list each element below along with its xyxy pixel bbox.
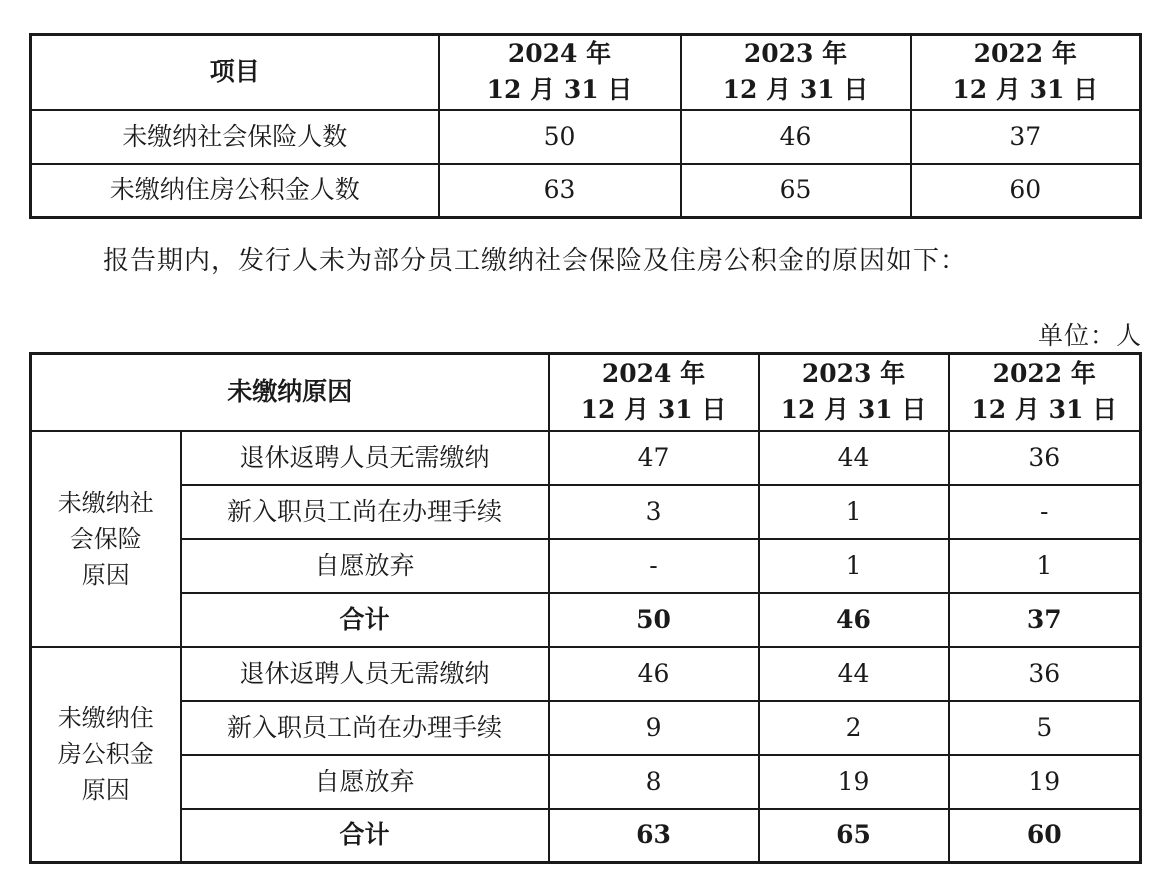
table-row bbox=[31, 539, 1141, 593]
cell-value: 3 bbox=[549, 485, 759, 539]
table-row bbox=[31, 701, 1141, 755]
header-year-2024: 2024 年 12 月 31 日 bbox=[549, 354, 759, 431]
table-row bbox=[31, 485, 1141, 539]
cell-value: 8 bbox=[549, 755, 759, 809]
total-row bbox=[31, 593, 1141, 647]
row-label: 新入职员工尚在办理手续 bbox=[181, 485, 549, 539]
header-year-2023: 2023 年 12 月 31 日 bbox=[759, 354, 949, 431]
cell-value: - bbox=[949, 485, 1141, 539]
table-row bbox=[31, 110, 1141, 164]
total-label: 合计 bbox=[181, 809, 549, 863]
table-row bbox=[31, 647, 1141, 701]
total-value: 63 bbox=[549, 809, 759, 863]
unit-label: 单位：人 bbox=[1037, 321, 1142, 350]
cell-value: 46 bbox=[681, 110, 911, 164]
row-label: 退休返聘人员无需缴纳 bbox=[181, 647, 549, 701]
cell-value: 19 bbox=[949, 755, 1141, 809]
row-label: 退休返聘人员无需缴纳 bbox=[181, 431, 549, 485]
header-item: 项目 bbox=[31, 35, 439, 110]
cell-value: 19 bbox=[759, 755, 949, 809]
cell-value: 5 bbox=[949, 701, 1141, 755]
cell-value: 1 bbox=[759, 485, 949, 539]
header-year-2024: 2024 年 12 月 31 日 bbox=[439, 35, 681, 110]
header-reason: 未缴纳原因 bbox=[31, 354, 549, 431]
cell-value: 44 bbox=[759, 647, 949, 701]
total-row bbox=[31, 809, 1141, 863]
row-label: 自愿放弃 bbox=[181, 539, 549, 593]
total-value: 50 bbox=[549, 593, 759, 647]
reasons-table bbox=[29, 352, 1142, 864]
header-year-2022: 2022 年 12 月 31 日 bbox=[911, 35, 1141, 110]
row-label: 未缴纳住房公积金人数 bbox=[31, 164, 439, 218]
total-value: 65 bbox=[759, 809, 949, 863]
cell-value: 2 bbox=[759, 701, 949, 755]
cell-value: 1 bbox=[759, 539, 949, 593]
category-housing-fund: 未缴纳住 房公积金 原因 bbox=[31, 647, 181, 863]
cell-value: 65 bbox=[681, 164, 911, 218]
table-header-row bbox=[31, 35, 1141, 110]
cell-value: 63 bbox=[439, 164, 681, 218]
cell-value: 36 bbox=[949, 647, 1141, 701]
table-header-row bbox=[31, 354, 1141, 431]
table-row bbox=[31, 431, 1141, 485]
header-year-2023: 2023 年 12 月 31 日 bbox=[681, 35, 911, 110]
cell-value: 50 bbox=[439, 110, 681, 164]
header-year-2022: 2022 年 12 月 31 日 bbox=[949, 354, 1141, 431]
cell-value: 36 bbox=[949, 431, 1141, 485]
total-value: 46 bbox=[759, 593, 949, 647]
category-social-insurance: 未缴纳社 会保险 原因 bbox=[31, 431, 181, 647]
row-label: 自愿放弃 bbox=[181, 755, 549, 809]
cell-value: - bbox=[549, 539, 759, 593]
cell-value: 44 bbox=[759, 431, 949, 485]
cell-value: 47 bbox=[549, 431, 759, 485]
total-label: 合计 bbox=[181, 593, 549, 647]
cell-value: 37 bbox=[911, 110, 1141, 164]
total-value: 37 bbox=[949, 593, 1141, 647]
paragraph-text: 报告期内，发行人未为部分员工缴纳社会保险及住房公积金的原因如下： bbox=[103, 246, 968, 276]
cell-value: 1 bbox=[949, 539, 1141, 593]
cell-value: 60 bbox=[911, 164, 1141, 218]
table-row bbox=[31, 164, 1141, 218]
cell-value: 9 bbox=[549, 701, 759, 755]
row-label: 新入职员工尚在办理手续 bbox=[181, 701, 549, 755]
cell-value: 46 bbox=[549, 647, 759, 701]
table-row bbox=[31, 755, 1141, 809]
total-value: 60 bbox=[949, 809, 1141, 863]
summary-table bbox=[29, 33, 1142, 219]
row-label: 未缴纳社会保险人数 bbox=[31, 110, 439, 164]
